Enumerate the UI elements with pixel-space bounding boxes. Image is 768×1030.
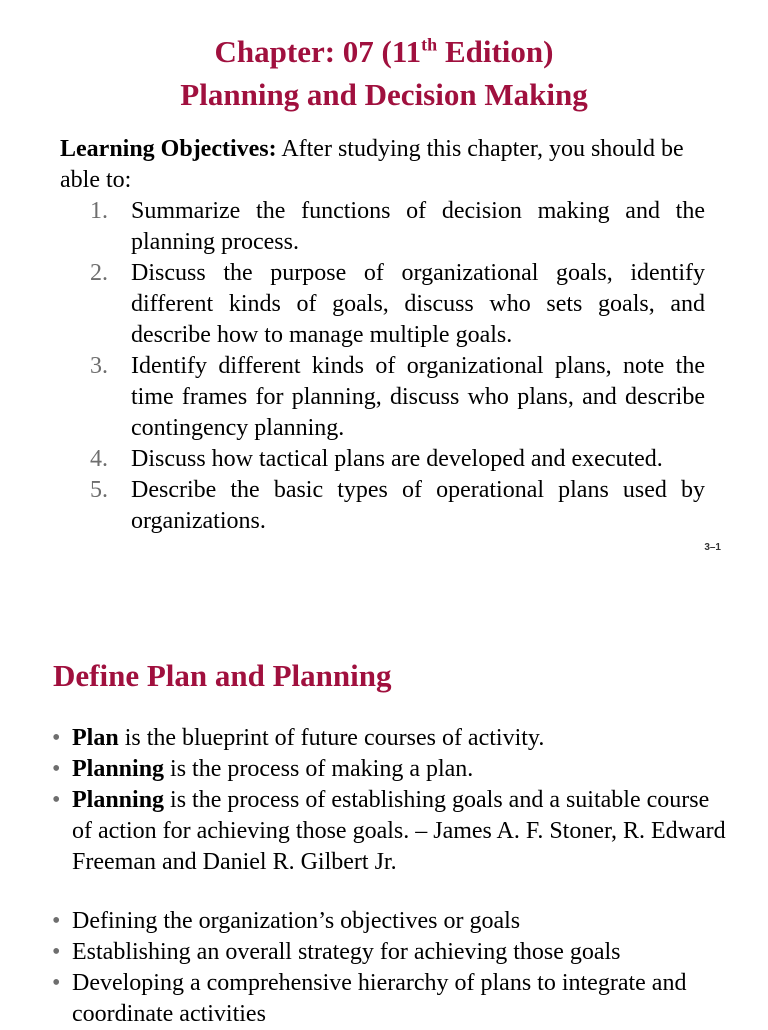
objective-number: 4. bbox=[90, 446, 108, 472]
objective-number: 3. bbox=[90, 353, 108, 379]
objective-item bbox=[0, 351, 768, 444]
planning-activities-list bbox=[0, 906, 768, 1030]
activity-item bbox=[0, 937, 768, 968]
objective-item bbox=[0, 196, 768, 258]
activity-item bbox=[0, 968, 768, 1030]
objective-text: Discuss how tactical plans are developed and executed. bbox=[131, 446, 663, 472]
learning-objectives-text: After studying this chapter, you should be able to: bbox=[60, 136, 684, 193]
definition-text: is the process of making a plan. bbox=[164, 756, 474, 782]
objective-text: Discuss the purpose of organizational goals, identify different kinds of goals, discuss who sets goals, and describe how to manage multiple goals. bbox=[131, 260, 705, 348]
bullet-icon: • bbox=[52, 939, 61, 965]
bullet-icon: • bbox=[52, 787, 61, 813]
activity-item bbox=[0, 906, 768, 937]
definition-term: Planning bbox=[72, 756, 165, 782]
bullet-icon: • bbox=[52, 725, 61, 751]
learning-objectives-label: Learning Objectives: bbox=[60, 136, 277, 162]
definitions-list bbox=[0, 723, 768, 878]
definition-text: is the blueprint of future courses of activity. bbox=[118, 725, 545, 751]
section-title: Define Plan and Planning bbox=[53, 658, 392, 693]
page-number: 3–1 bbox=[704, 542, 721, 553]
learning-objectives-intro bbox=[60, 134, 705, 196]
objective-item bbox=[0, 475, 768, 537]
chapter-title-suffix: Edition) bbox=[437, 34, 554, 69]
definition-item bbox=[0, 723, 768, 754]
objective-text: Identify different kinds of organizational plans, note the time frames for planning, discuss who plans, and describe contingency planning. bbox=[131, 353, 705, 441]
objectives-list bbox=[0, 196, 768, 537]
chapter-title-prefix: Chapter: 07 (11 bbox=[214, 34, 422, 69]
definition-text: is the process of establishing goals and a suitable course of action for achieving those goals. – James A. F. Stoner, R. Edward Freeman and Daniel R. Gilbert Jr. bbox=[72, 787, 726, 875]
chapter-title bbox=[0, 32, 768, 72]
chapter-subtitle: Planning and Decision Making bbox=[180, 77, 588, 112]
objective-item bbox=[0, 258, 768, 351]
objective-text: Describe the basic types of operational plans used by organizations. bbox=[131, 477, 705, 534]
objective-number: 5. bbox=[90, 477, 108, 503]
bullet-icon: • bbox=[52, 756, 61, 782]
chapter-title-superscript: th bbox=[421, 34, 438, 55]
bullet-icon: • bbox=[52, 908, 61, 934]
definition-term: Planning bbox=[72, 787, 165, 813]
objective-item bbox=[0, 444, 768, 475]
objective-number: 2. bbox=[90, 260, 108, 286]
objective-number: 1. bbox=[90, 198, 108, 224]
activity-text: Establishing an overall strategy for achieving those goals bbox=[72, 939, 621, 965]
definition-item bbox=[0, 754, 768, 785]
activity-text: Developing a comprehensive hierarchy of plans to integrate and coordinate activities bbox=[72, 970, 687, 1027]
objective-text: Summarize the functions of decision making and the planning process. bbox=[131, 198, 705, 255]
definition-term: Plan bbox=[72, 725, 119, 751]
bullet-icon: • bbox=[52, 970, 61, 996]
definition-item bbox=[0, 785, 768, 878]
activity-text: Defining the organization’s objectives or goals bbox=[72, 908, 521, 934]
